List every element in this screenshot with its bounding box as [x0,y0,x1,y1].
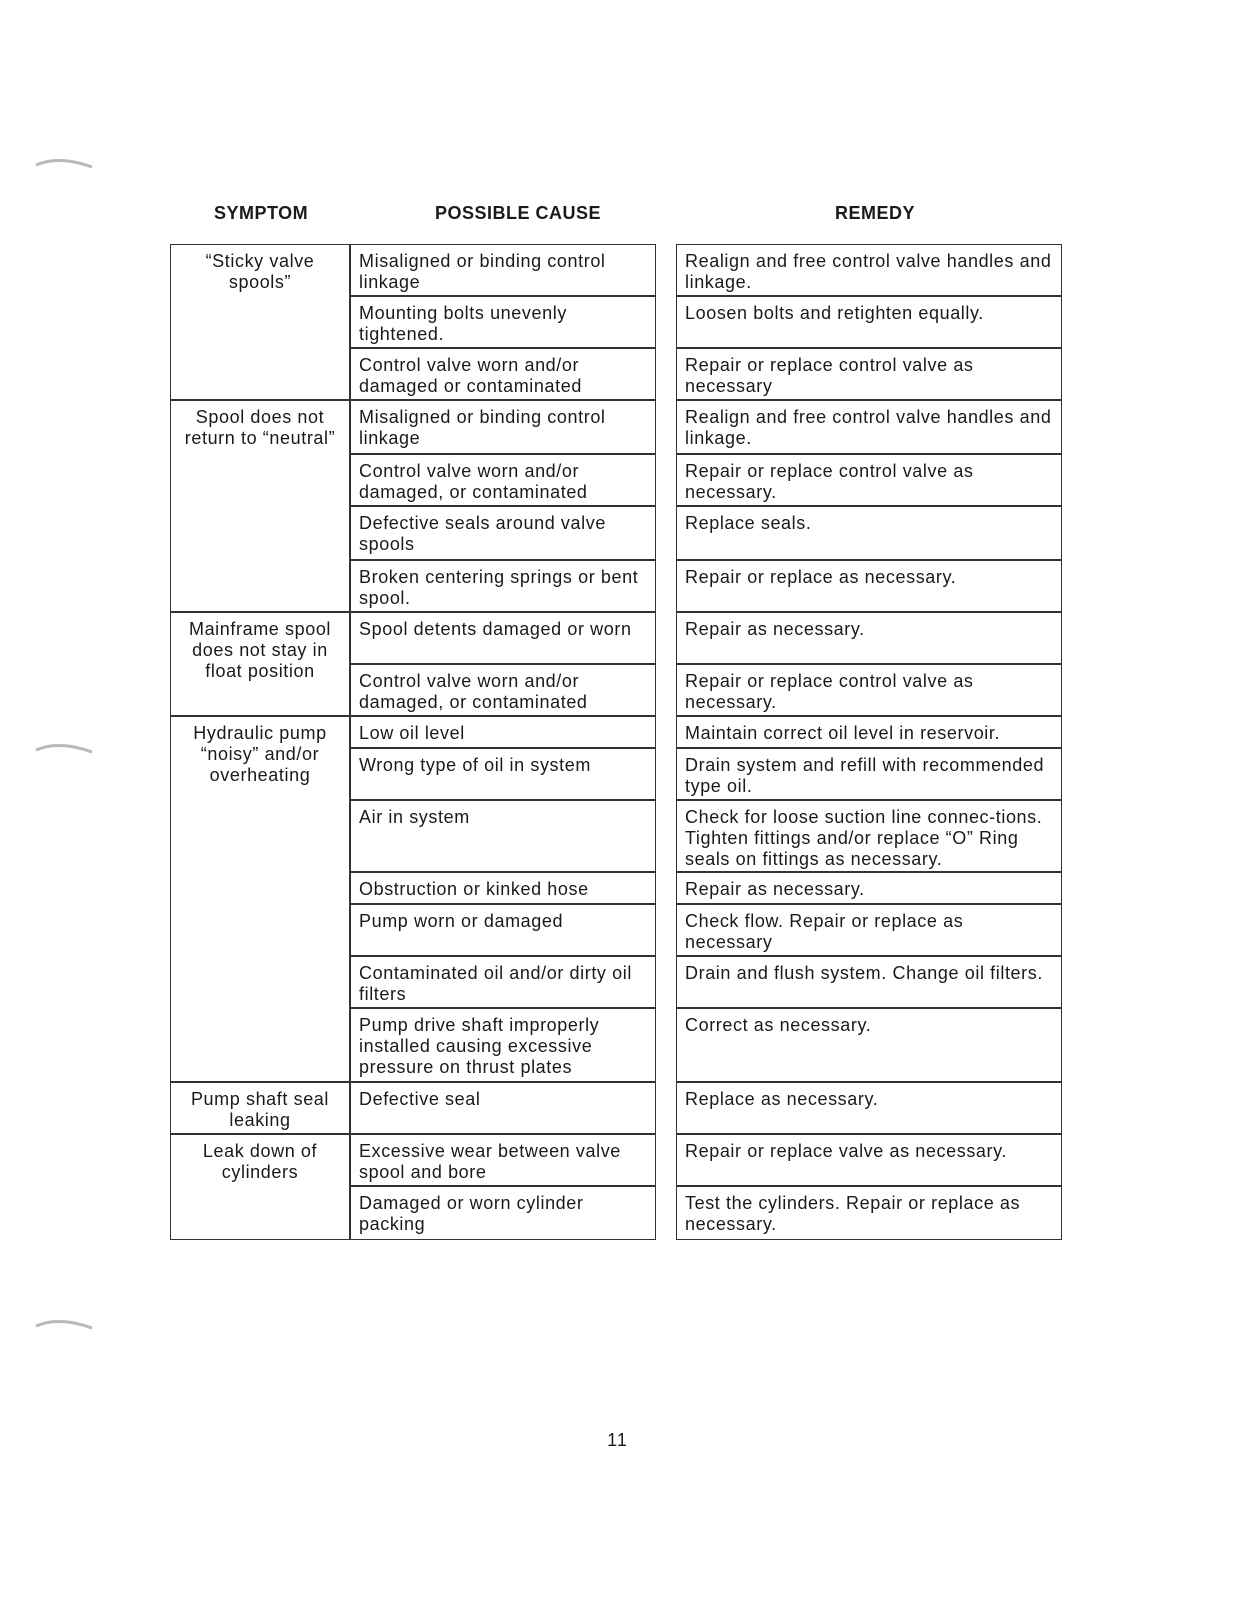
remedy-cell: Replace seals. [676,506,1062,560]
cause-cell: Pump drive shaft improperly installed causing excessive pressure on thrust plates [350,1008,656,1082]
cause-cell: Mounting bolts unevenly tightened. [350,296,656,348]
cause-cell: Defective seal [350,1082,656,1134]
remedy-cell: Drain and flush system. Change oil filters. [676,956,1062,1008]
cause-cell: Misaligned or binding control linkage [350,400,656,454]
cause-cell: Spool detents damaged or worn [350,612,656,664]
remedy-cell: Drain system and refill with recommended type oil. [676,748,1062,800]
symptom-cell: “Sticky valve spools” [170,244,350,400]
cause-cell: Control valve worn and/or damaged or contaminated [350,348,656,400]
cause-cell: Air in system [350,800,656,872]
cause-cell: Defective seals around valve spools [350,506,656,560]
symptom-cell: Pump shaft seal leaking [170,1082,350,1134]
cause-cell: Misaligned or binding control linkage [350,244,656,296]
cause-cell: Pump worn or damaged [350,904,656,956]
remedy-cell: Repair or replace control valve as necessary. [676,454,1062,506]
symptom-cell: Leak down of cylinders [170,1134,350,1240]
symptom-cell: Spool does not return to “neutral” [170,400,350,612]
cause-cell: Broken centering springs or bent spool. [350,560,656,612]
remedy-cell: Maintain correct oil level in reservoir. [676,716,1062,748]
remedy-cell: Check flow. Repair or replace as necessary [676,904,1062,956]
remedy-cell: Test the cylinders. Repair or replace as necessary. [676,1186,1062,1240]
remedy-cell: Realign and free control valve handles and linkage. [676,244,1062,296]
remedy-cell: Repair or replace valve as necessary. [676,1134,1062,1186]
remedy-cell: Replace as necessary. [676,1082,1062,1134]
remedy-cell: Repair or replace control valve as necessary. [676,664,1062,716]
symptom-cell: Hydraulic pump “noisy” and/or overheating [170,716,350,1082]
column-header-possible-cause: POSSIBLE CAUSE [435,203,602,223]
cause-cell: Excessive wear between valve spool and bore [350,1134,656,1186]
column-header-remedy: REMEDY [835,203,916,223]
remedy-cell: Repair as necessary. [676,612,1062,664]
remedy-cell: Loosen bolts and retighten equally. [676,296,1062,348]
cause-cell: Low oil level [350,716,656,748]
remedy-cell: Repair or replace as necessary. [676,560,1062,612]
page-number: 11 [607,1430,628,1450]
remedy-cell: Realign and free control valve handles and linkage. [676,400,1062,454]
symptom-cell: Mainframe spool does not stay in float position [170,612,350,716]
remedy-cell: Correct as necessary. [676,1008,1062,1082]
column-header-symptom: SYMPTOM [214,203,309,223]
cause-cell: Obstruction or kinked hose [350,872,656,904]
cause-cell: Control valve worn and/or damaged, or contaminated [350,454,656,506]
remedy-cell: Repair as necessary. [676,872,1062,904]
remedy-cell: Repair or replace control valve as necessary [676,348,1062,400]
cause-cell: Damaged or worn cylinder packing [350,1186,656,1240]
cause-cell: Wrong type of oil in system [350,748,656,800]
cause-cell: Control valve worn and/or damaged, or contaminated [350,664,656,716]
cause-cell: Contaminated oil and/or dirty oil filters [350,956,656,1008]
remedy-cell: Check for loose suction line connec-tions. Tighten fittings and/or replace “O” Ring seals on fittings as necessary. [676,800,1062,872]
